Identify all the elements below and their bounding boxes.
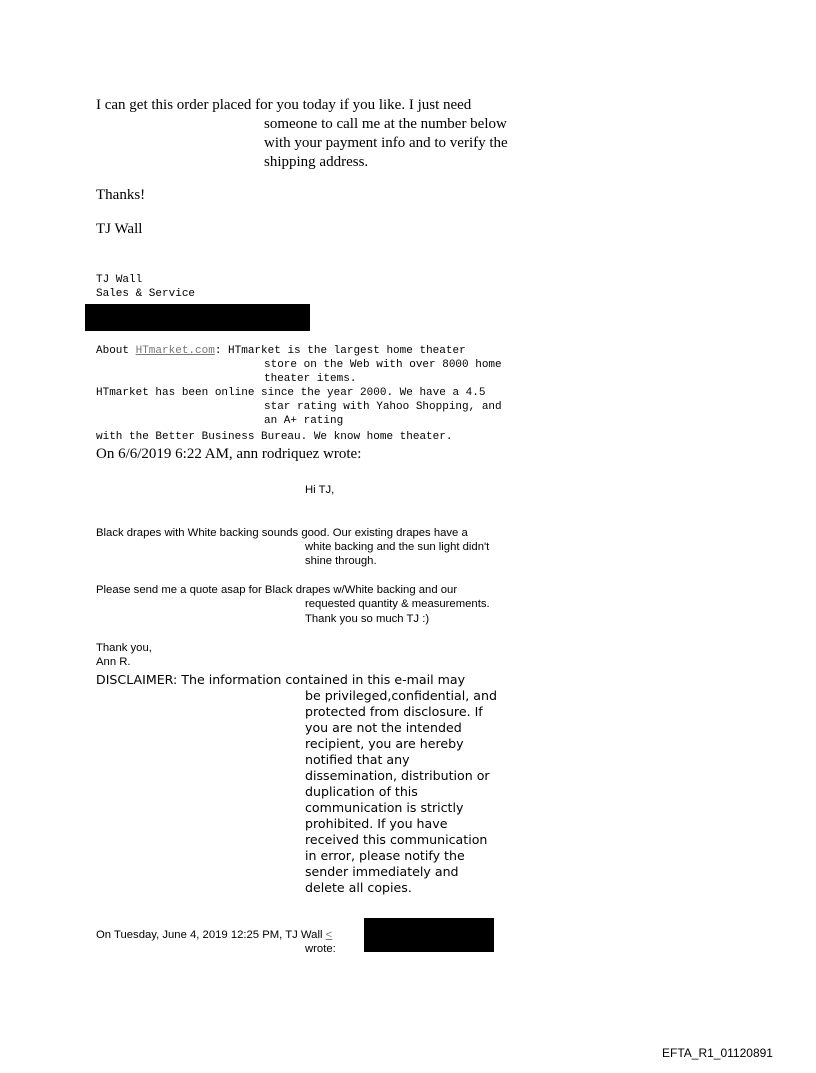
reply-line-1: I can get this order placed for you today if you like. I just need bbox=[96, 97, 472, 113]
disclaimer-line-4: you are not the intended bbox=[305, 720, 462, 735]
about-line-4: HTmarket has been online since the year 2000. We have a 4.5 bbox=[96, 387, 486, 399]
disclaimer-line-9: communication is strictly bbox=[305, 800, 464, 815]
redaction-block bbox=[85, 304, 310, 331]
quote-header: On 6/6/2019 6:22 AM, ann rodriquez wrote: bbox=[96, 446, 362, 462]
disclaimer-line-13: sender immediately and bbox=[305, 864, 459, 879]
about-line-3: theater items. bbox=[264, 373, 357, 385]
prior-header-line-2: wrote: bbox=[305, 943, 336, 955]
about-line-2: store on the Web with over 8000 home bbox=[264, 359, 502, 371]
disclaimer-line-8: duplication of this bbox=[305, 784, 418, 799]
customer-p1-line-2: white backing and the sun light didn't bbox=[305, 541, 490, 553]
reply-name: TJ Wall bbox=[96, 221, 143, 237]
customer-closing: Thank you, bbox=[96, 642, 152, 654]
customer-sign: Ann R. bbox=[96, 656, 131, 668]
customer-p1-line-3: shine through. bbox=[305, 555, 377, 567]
reply-line-3: with your payment info and to verify the bbox=[264, 135, 508, 151]
prior-header-line-1 bbox=[96, 929, 332, 942]
customer-greeting: Hi TJ, bbox=[305, 484, 335, 496]
disclaimer-line-2: be privileged,confidential, and bbox=[305, 688, 497, 703]
disclaimer-line-10: prohibited. If you have bbox=[305, 816, 448, 831]
disclaimer-line-14: delete all copies. bbox=[305, 880, 412, 895]
about-prefix: About bbox=[96, 345, 136, 357]
about-line-5: star rating with Yahoo Shopping, and bbox=[264, 401, 502, 413]
redaction-block-email bbox=[364, 918, 494, 952]
customer-p1-line-1: Black drapes with White backing sounds good. Our existing drapes have a bbox=[96, 527, 468, 539]
disclaimer-line-7: dissemination, distribution or bbox=[305, 768, 490, 783]
signature-title: Sales & Service bbox=[96, 288, 196, 300]
about-line-6: an A+ rating bbox=[264, 415, 344, 427]
disclaimer-line-1: DISCLAIMER: The information contained in this e-mail may bbox=[96, 672, 466, 687]
about-line-7: with the Better Business Bureau. We know home theater. bbox=[96, 431, 453, 443]
signature-name: TJ Wall bbox=[96, 274, 143, 286]
customer-p2-line-2: requested quantity & measurements. bbox=[305, 598, 490, 610]
about-line-1-rest: : HTmarket is the largest home theater bbox=[214, 345, 466, 357]
reply-line-4: shipping address. bbox=[264, 154, 369, 170]
disclaimer-line-11: received this communication bbox=[305, 832, 488, 847]
disclaimer-line-5: recipient, you are hereby bbox=[305, 736, 464, 751]
about-line-1 bbox=[96, 345, 466, 357]
disclaimer-line-6: notified that any bbox=[305, 752, 410, 767]
reply-line-2: someone to call me at the number below bbox=[264, 116, 507, 132]
htmarket-link[interactable]: HTmarket.com bbox=[135, 345, 215, 357]
reply-thanks: Thanks! bbox=[96, 187, 146, 203]
document-id: EFTA_R1_01120891 bbox=[662, 1046, 773, 1060]
disclaimer-line-3: protected from disclosure. If bbox=[305, 704, 483, 719]
disclaimer-line-12: in error, please notify the bbox=[305, 848, 465, 863]
prior-email-link[interactable]: < bbox=[325, 929, 333, 941]
prior-header-text: On Tuesday, June 4, 2019 12:25 PM, TJ Wall bbox=[96, 929, 326, 941]
customer-p2-line-1: Please send me a quote asap for Black drapes w/White backing and our bbox=[96, 584, 458, 596]
customer-p2-line-3: Thank you so much TJ :) bbox=[305, 613, 430, 625]
